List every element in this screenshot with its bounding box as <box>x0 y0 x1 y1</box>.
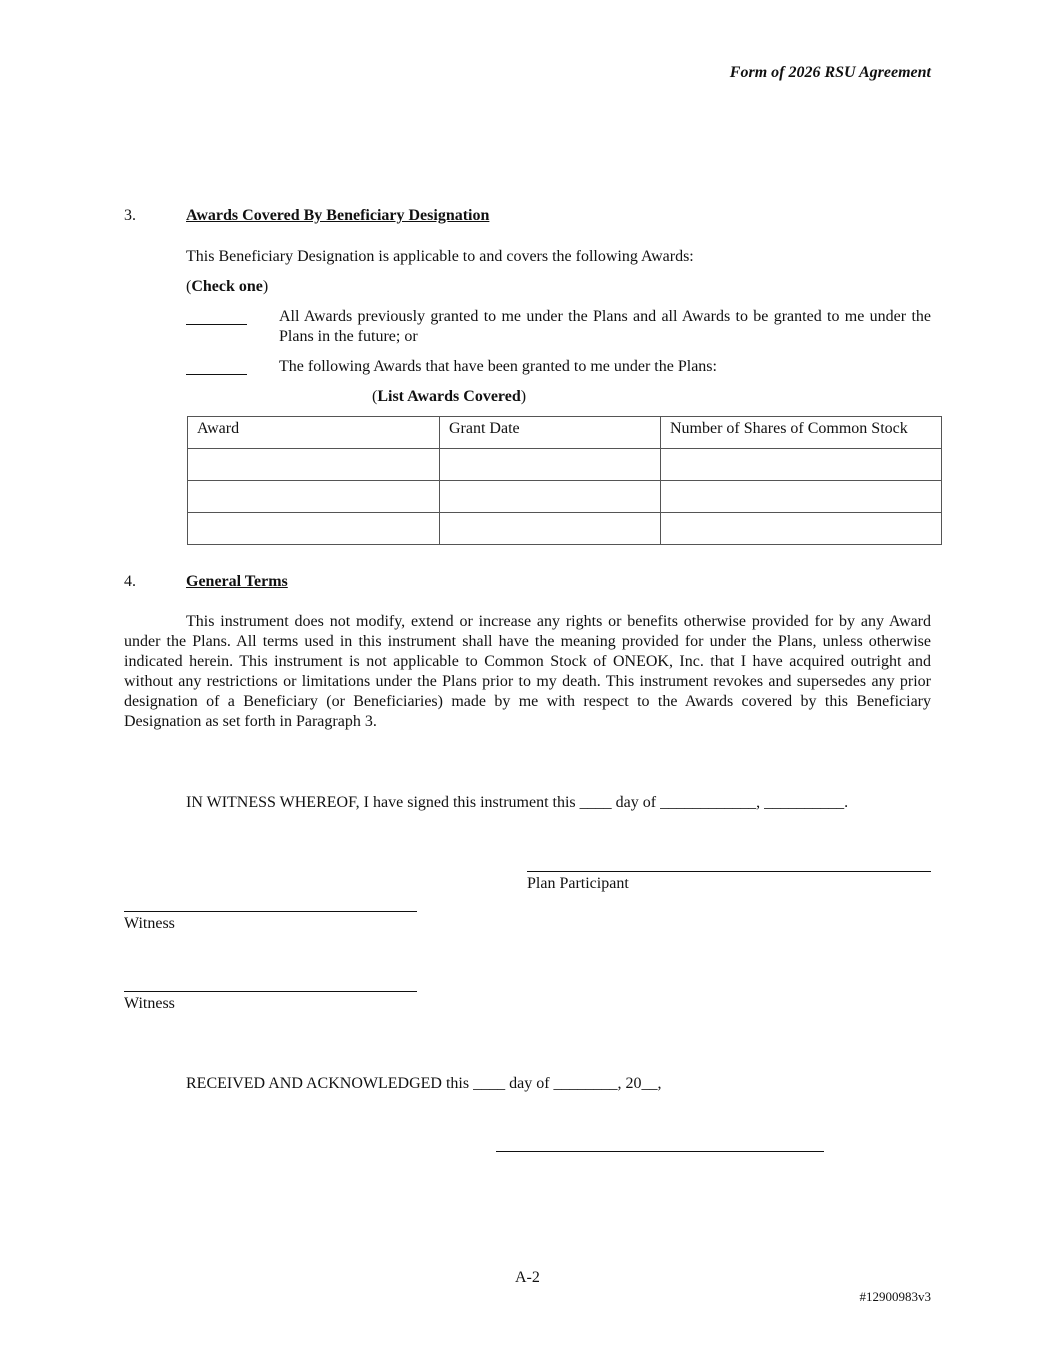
list-awards-instruction: (List Awards Covered) <box>372 388 527 405</box>
general-terms-paragraph: This instrument does not modify, extend or increase any rights or benefits otherwise provided for by any Award under the Plans. All terms used in this instrument shall have the meaning provided for under the Plans, unless otherwise indicated herein. This instrument is not applicable to Common Stock of ONEOK, Inc. that I have acquired outright and without any restrictions or limitations under the Plans prior to my death. This instrument revokes and supersedes any prior designation of a Beneficiary (or Beneficiaries) made by me with respect to the Awards covered by this Beneficiary Designation as set forth in Paragraph 3. <box>124 613 931 730</box>
option-1-check-blank[interactable] <box>186 324 247 325</box>
table-cell[interactable] <box>440 449 661 481</box>
section-3-number: 3. <box>124 207 136 224</box>
acknowledgement-clause: RECEIVED AND ACKNOWLEDGED this ____ day of ________, 20__, <box>186 1075 662 1092</box>
awards-table <box>187 416 942 545</box>
witness-1-signature-line[interactable] <box>124 911 417 912</box>
option-2-check-blank[interactable] <box>186 374 247 375</box>
participant-signature-line[interactable] <box>527 871 931 872</box>
table-cell[interactable] <box>188 449 440 481</box>
column-header-grant-date: Grant Date <box>440 417 661 449</box>
witness-2-label: Witness <box>124 995 175 1012</box>
table-cell[interactable] <box>440 481 661 513</box>
section-3-heading: Awards Covered By Beneficiary Designation <box>186 207 490 224</box>
acknowledgement-signature-line[interactable] <box>496 1151 824 1152</box>
table-cell[interactable] <box>661 481 942 513</box>
table-cell[interactable] <box>661 449 942 481</box>
witness-1-label: Witness <box>124 915 175 932</box>
document-header-title: Form of 2026 RSU Agreement <box>729 64 931 81</box>
witness-2-signature-line[interactable] <box>124 991 417 992</box>
table-cell[interactable] <box>440 513 661 545</box>
section-4-number: 4. <box>124 573 136 590</box>
option-1-text: All Awards previously granted to me under the Plans and all Awards to be granted to me under the Plans in the future; or <box>279 308 931 345</box>
section-3-intro: This Beneficiary Designation is applicable to and covers the following Awards: <box>186 248 694 265</box>
section-4-heading: General Terms <box>186 573 288 590</box>
document-id: #12900983v3 <box>859 1289 931 1304</box>
witness-clause: IN WITNESS WHEREOF, I have signed this instrument this ____ day of ____________, __________. <box>186 794 849 811</box>
option-2-text: The following Awards that have been granted to me under the Plans: <box>279 358 717 375</box>
column-header-shares: Number of Shares of Common Stock <box>661 417 942 449</box>
participant-label: Plan Participant <box>527 875 629 892</box>
check-one-instruction: (Check one) <box>186 278 269 295</box>
table-cell[interactable] <box>188 513 440 545</box>
page-number: A-2 <box>515 1269 540 1286</box>
table-row <box>188 481 942 513</box>
table-cell[interactable] <box>661 513 942 545</box>
table-row <box>188 513 942 545</box>
table-cell[interactable] <box>188 481 440 513</box>
table-row <box>188 449 942 481</box>
column-header-award: Award <box>188 417 440 449</box>
table-header-row <box>188 417 942 449</box>
